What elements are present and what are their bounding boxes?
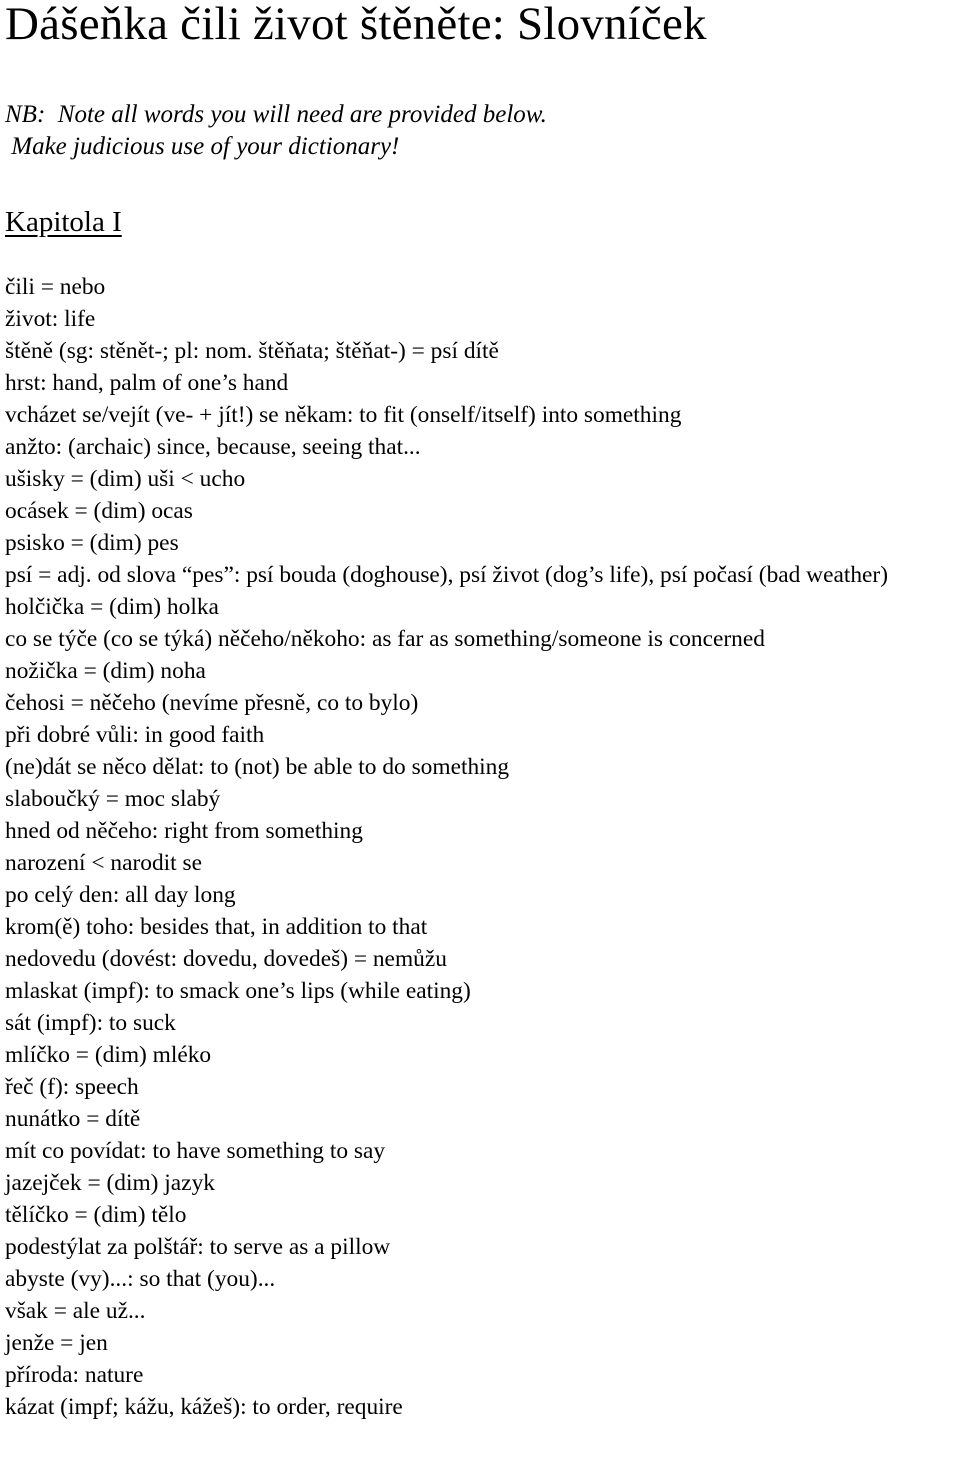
vocabulary-entry: při dobré vůli: in good faith: [5, 722, 265, 748]
vocabulary-entry: holčička = (dim) holka: [5, 594, 219, 620]
vocabulary-entry: mlíčko = (dim) mléko: [5, 1042, 212, 1068]
vocabulary-entry: však = ale už...: [5, 1298, 146, 1324]
page-title: Dášeňka čili život štěněte: Slovníček: [5, 0, 707, 50]
vocabulary-entry: podestýlat za polštář: to serve as a pillow: [5, 1234, 391, 1260]
vocabulary-entry: jenže = jen: [5, 1330, 108, 1356]
vocabulary-entry: nedovedu (dovést: dovedu, dovedeš) = nemůžu: [5, 946, 447, 972]
vocabulary-entry: (ne)dát se něco dělat: to (not) be able to do something: [5, 754, 510, 780]
vocabulary-entry: nunátko = dítě: [5, 1106, 141, 1132]
vocabulary-entry: hrst: hand, palm of one’s hand: [5, 370, 289, 396]
vocabulary-entry: nožička = (dim) noha: [5, 658, 206, 684]
vocabulary-list: [5, 271, 954, 1423]
vocabulary-entry: psisko = (dim) pes: [5, 530, 179, 556]
vocabulary-entry: sát (impf): to suck: [5, 1010, 176, 1036]
vocabulary-entry: anžto: (archaic) since, because, seeing that...: [5, 434, 421, 460]
vocabulary-entry: ušisky = (dim) uši < ucho: [5, 466, 246, 492]
vocabulary-entry: krom(ě) toho: besides that, in addition to that: [5, 914, 428, 940]
note-line: Make judicious use of your dictionary!: [5, 133, 400, 160]
vocabulary-entry: abyste (vy)...: so that (you)...: [5, 1266, 276, 1292]
vocabulary-entry: slaboučký = moc slabý: [5, 786, 221, 812]
instruction-note: [5, 99, 954, 163]
note-line: NB: Note all words you will need are provided below.: [5, 101, 547, 128]
vocabulary-entry: mlaskat (impf): to smack one’s lips (while eating): [5, 978, 471, 1004]
vocabulary-entry: ocásek = (dim) ocas: [5, 498, 193, 524]
chapter-heading: Kapitola I: [5, 206, 122, 238]
vocabulary-entry: narození < narodit se: [5, 850, 202, 876]
vocabulary-entry: život: life: [5, 306, 96, 332]
vocabulary-entry: mít co povídat: to have something to say: [5, 1138, 386, 1164]
vocabulary-entry: čehosi = něčeho (nevíme přesně, co to bylo): [5, 690, 419, 716]
vocabulary-entry: řeč (f): speech: [5, 1074, 139, 1100]
vocabulary-entry: hned od něčeho: right from something: [5, 818, 363, 844]
vocabulary-entry: kázat (impf; kážu, kážeš): to order, require: [5, 1394, 403, 1420]
vocabulary-entry: čili = nebo: [5, 274, 106, 300]
vocabulary-entry: co se týče (co se týká) něčeho/někoho: as far as something/someone is concerned: [5, 626, 765, 652]
vocabulary-entry: tělíčko = (dim) tělo: [5, 1202, 187, 1228]
vocabulary-entry: jazejček = (dim) jazyk: [5, 1170, 215, 1196]
vocabulary-entry: vcházet se/vejít (ve- + jít!) se někam: to fit (onself/itself) into something: [5, 402, 682, 428]
vocabulary-entry: psí = adj. od slova “pes”: psí bouda (doghouse), psí život (dog’s life), psí počasí (bad weather): [5, 562, 888, 588]
vocabulary-entry: po celý den: all day long: [5, 882, 236, 908]
vocabulary-entry: štěně (sg: stěnět-; pl: nom. štěňata; štěňat-) = psí dítě: [5, 338, 499, 364]
vocabulary-entry: příroda: nature: [5, 1362, 144, 1388]
